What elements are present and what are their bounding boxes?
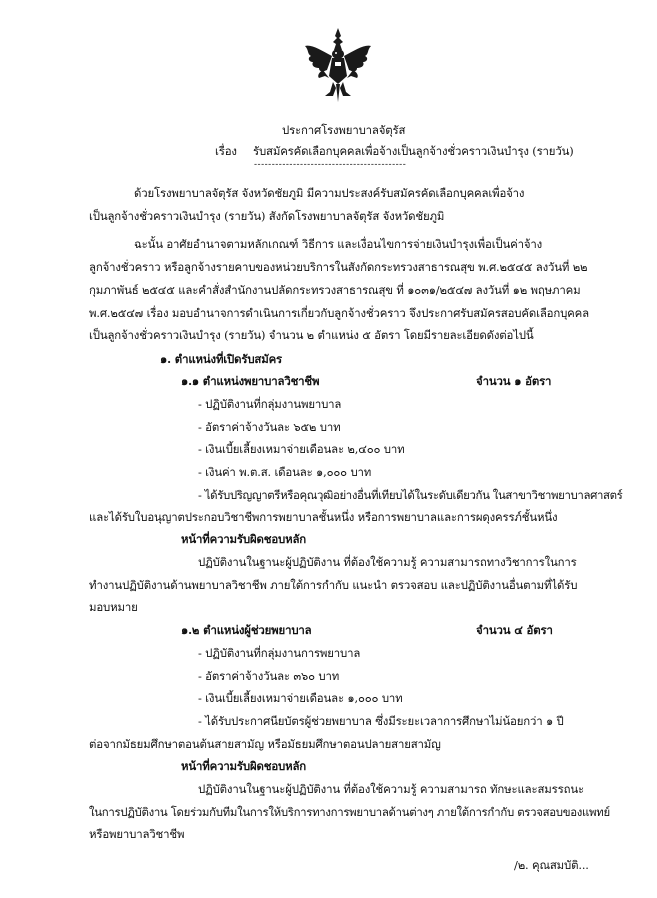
position-item: - เงินเบี้ยเลี้ยงเหมาจ่ายเดือนละ ๑,๐๐๐ บาท: [198, 691, 403, 705]
position-count: จำนวน ๔ อัตรา: [476, 623, 553, 637]
duty-line: ปฏิบัติงานในฐานะผู้ปฏิบัติงาน ที่ต้องใช้ความรู้ ความสามารถทางวิชาการในการ: [198, 555, 577, 569]
position-item: - ปฏิบัติงานที่กลุ่มงานการพยาบาล: [198, 646, 361, 660]
duty-line: ปฏิบัติงานในฐานะผู้ปฏิบัติงาน ที่ต้องใช้ความรู้ ความสามารถ ทักษะและสมรรถนะ: [198, 782, 584, 796]
subject-label: เรื่อง: [215, 144, 237, 158]
intro-p1-line: ด้วยโรงพยาบาลจัตุรัส จังหวัดชัยภูมิ มีความประสงค์รับสมัครคัดเลือกบุคคลเพื่อจ้าง: [134, 186, 525, 200]
duty-heading: หน้าที่ความรับผิดชอบหลัก: [181, 532, 307, 546]
duty-line: มอบหมาย: [89, 600, 138, 614]
position-item: - เงินค่า พ.ต.ส. เดือนละ ๑,๐๐๐ บาท: [198, 465, 372, 479]
position-item: - เงินเบี้ยเลี้ยงเหมาจ่ายเดือนละ ๒,๔๐๐ บาท: [198, 442, 405, 456]
intro-p2-line: ลูกจ้างชั่วคราว หรือลูกจ้างรายคาบของหน่วยบริการในสังกัดกระทรวงสาธารณสุข พ.ศ.๒๕๔๕ ลงวันที่ ๒๒: [89, 260, 588, 274]
position-item-continued: ต่อจากมัธยมศึกษาตอนต้นสายสามัญ หรือมัธยมศึกษาตอนปลายสายสามัญ: [89, 737, 441, 751]
intro-p1-line: เป็นลูกจ้างชั่วคราวเงินบำรุง (รายวัน) สังกัดโรงพยาบาลจัตุรัส จังหวัดชัยภูมิ: [89, 209, 445, 223]
divider-rule: -------------------------------------------: [254, 160, 407, 170]
position-item: - อัตราค่าจ้างวันละ ๖๕๒ บาท: [198, 420, 341, 434]
duty-heading: หน้าที่ความรับผิดชอบหลัก: [181, 759, 307, 773]
position-count: จำนวน ๑ อัตรา: [476, 374, 552, 388]
position-item: - อัตราค่าจ้างวันละ ๓๖๐ บาท: [198, 669, 340, 683]
section-heading: ๑. ตำแหน่งที่เปิดรับสมัคร: [160, 352, 283, 366]
next-page-indicator: /๒. คุณสมบัติ...: [514, 858, 589, 872]
page-title: ประกาศโรงพยาบาลจัตุรัส: [282, 123, 406, 137]
position-title: ๑.๑ ตำแหน่งพยาบาลวิชาชีพ: [181, 374, 320, 388]
intro-p2-line: กุมภาพันธ์ ๒๕๔๕ และคำสั่งสำนักงานปลัดกระทรวงสาธารณสุข ที่ ๑๐๓๑/๒๕๔๗ ลงวันที่ ๑๒ พฤษภาคม: [89, 283, 581, 297]
duty-line: หรือพยาบาลวิชาชีพ: [89, 827, 185, 841]
garuda-emblem-icon: [303, 26, 373, 102]
subject-text: รับสมัครคัดเลือกบุคคลเพื่อจ้างเป็นลูกจ้างชั่วคราวเงินบำรุง (รายวัน): [253, 144, 574, 158]
position-item: - ปฏิบัติงานที่กลุ่มงานพยาบาล: [198, 397, 342, 411]
position-item-continued: และได้รับใบอนุญาตประกอบวิชาชีพการพยาบาลชั้นหนึ่ง หรือการพยาบาลและการผดุงครรภ์ชั้นหนึ่ง: [89, 510, 558, 524]
duty-line: ทำงานปฏิบัติงานด้านพยาบาลวิชาชีพ ภายใต้การกำกับ แนะนำ ตรวจสอบ และปฏิบัติงานอื่นตามที่ได้รับ: [89, 578, 578, 592]
position-item: - ได้รับประกาศนียบัตรผู้ช่วยพยาบาล ซึ่งมีระยะเวลาการศึกษาไม่น้อยกว่า ๑ ปี: [198, 714, 564, 728]
position-item: - ได้รับปริญญาตรีหรือคุณวุฒิอย่างอื่นที่เทียบได้ในระดับเดียวกัน ในสาขาวิชาพยาบาลศาสตร์: [198, 488, 623, 502]
intro-p2-line: ฉะนั้น อาศัยอำนาจตามหลักเกณฑ์ วิธีการ และเงื่อนไขการจ่ายเงินบำรุงเพื่อเป็นค่าจ้าง: [134, 237, 543, 251]
position-title: ๑.๒ ตำแหน่งผู้ช่วยพยาบาล: [181, 623, 312, 637]
intro-p2-line: พ.ศ.๒๕๔๗ เรื่อง มอบอำนาจการดำเนินการเกี่ยวกับลูกจ้างชั่วคราว จึงประกาศรับสมัครสอบคัดเลือกบุคคล: [89, 306, 589, 320]
duty-line: ในการปฏิบัติงาน โดยร่วมกับทีมในการให้บริการทางการพยาบาลด้านต่างๆ ภายใต้การกำกับ ตรวจสอบของแพทย์: [89, 805, 610, 819]
intro-p2-line: เป็นลูกจ้างชั่วคราวเงินบำรุง (รายวัน) จำนวน ๒ ตำแหน่ง ๕ อัตรา โดยมีรายละเอียดดังต่อไปนี้: [89, 328, 534, 342]
